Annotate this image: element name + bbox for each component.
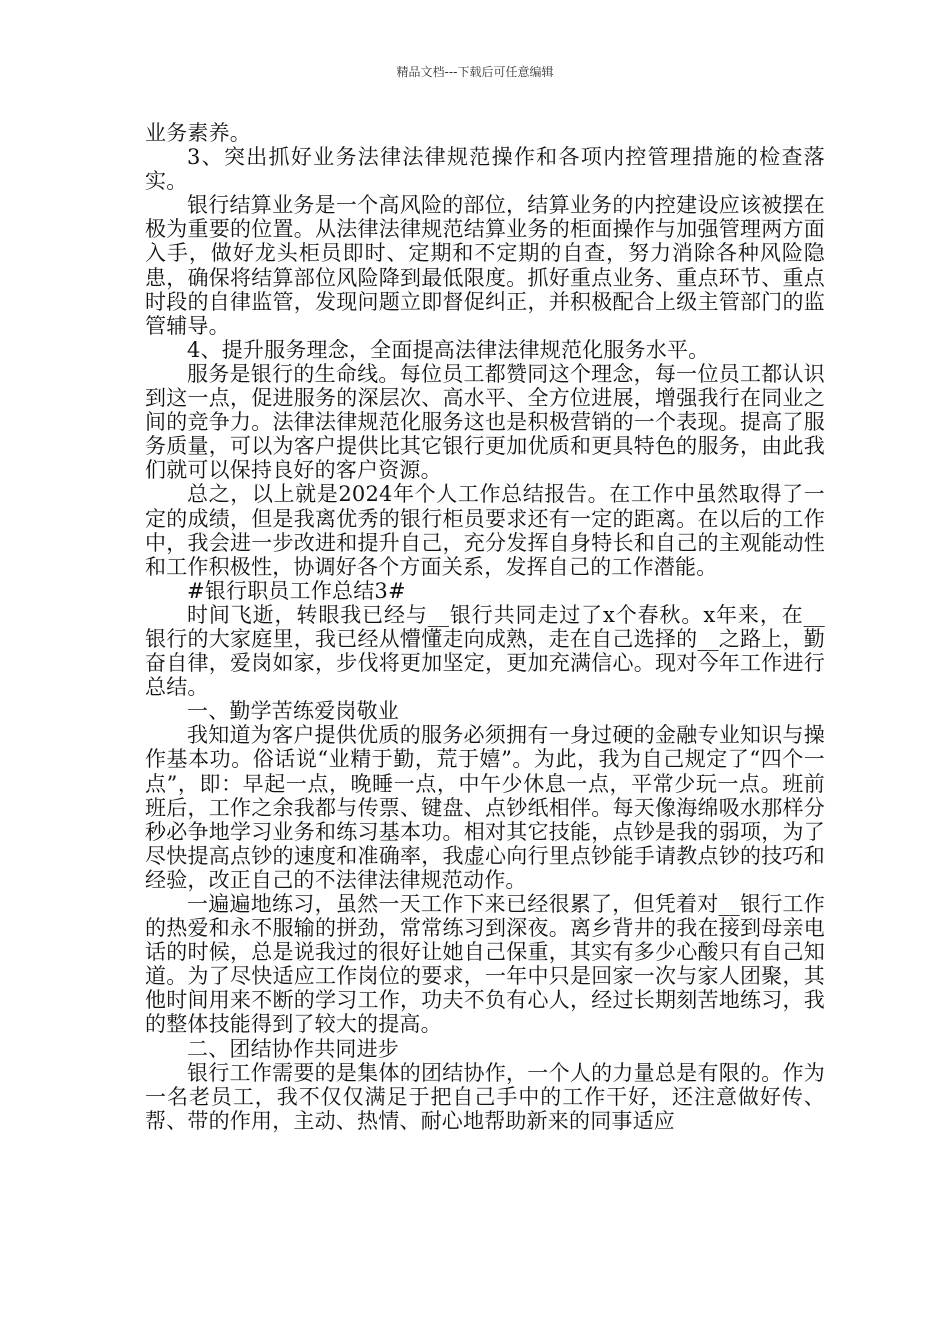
- paragraph: 二、团结协作共同进步: [187, 1036, 399, 1061]
- paragraph: 我知道为客户提供优质的服务必须拥有一身过硬的金融专业知识与操作基本功。俗话说“业精于勤，荒于嬉”。为此，我为自己规定了“四个一点”，即：早起一点，晚睡一点，中午少休息一点，平常少玩一点。班前班后，工作之余我都与传票、键盘、点钞纸相伴。每天像海绵吸水那样分秒必争地学习业务和练习基本功。相对其它技能，点钞是我的弱项，为了尽快提高点钞的速度和准确率，我虚心向行里点钞能手请教点钞的技巧和经验，改正自己的不法律法律规范动作。: [145, 723, 825, 892]
- paragraph: 时间飞逝，转眼我已经与__银行共同走过了x个春秋。x年来，在__银行的大家庭里，我已经从懵懂走向成熟，走在自己选择的__之路上，勤奋自律，爱岗如家，步伐将更加坚定，更加充满信心。现对今年工作进行总结。: [145, 602, 825, 700]
- paragraph: 一、勤学苦练爱岗敬业: [187, 699, 399, 724]
- paragraph: 总之，以上就是2024年个人工作总结报告。在工作中虽然取得了一定的成绩，但是我离优秀的银行柜员要求还有一定的距离。在以后的工作中，我会进一步改进和提升自己，充分发挥自身特长和自己的主观能动性和工作积极性，协调好各个方面关系，发挥自己的工作潜能。: [145, 482, 825, 579]
- paragraph: #银行职员工作总结3#: [187, 578, 406, 603]
- paragraph: 银行结算业务是一个高风险的部位，结算业务的内控建设应该被摆在极为重要的位置。从法律法律规范结算业务的柜面操作与加强管理两方面入手，做好龙头柜员即时、定期和不定期的自查，努力消除各种风险隐患，确保将结算部位风险降到最低限度。抓好重点业务、重点环节、重点时段的自律监管，发现问题立即督促纠正，并积极配合上级主管部门的监管辅导。: [145, 193, 825, 338]
- paragraph: 服务是银行的生命线。每位员工都赞同这个理念，每一位员工都认识到这一点，促进服务的深层次、高水平、全方位进展，增强我行在同业之间的竞争力。法律法律规范化服务这也是积极营销的一个表现。提高了服务质量，可以为客户提供比其它银行更加优质和更具特色的服务，由此我们就可以保持良好的客户资源。: [145, 361, 825, 483]
- paragraph: 3、突出抓好业务法律法律规范操作和各项内控管理措施的检查落实。: [145, 145, 825, 194]
- paragraph: 业务素养。: [145, 121, 251, 145]
- paragraph: 银行工作需要的是集体的团结协作，一个人的力量总是有限的。作为一名老员工，我不仅仅满足于把自己手中的工作干好，还注意做好传、帮、带的作用，主动、热情、耐心地帮助新来的同事适应: [145, 1060, 825, 1133]
- paragraph: 4、提升服务理念，全面提高法律法律规范化服务水平。: [187, 337, 710, 362]
- page-header: 精品文档---下载后可任意编辑: [396, 65, 554, 79]
- document-body: [145, 121, 825, 1133]
- paragraph: 一遍遍地练习，虽然一天工作下来已经很累了，但凭着对__银行工作的热爱和永不服输的拼劲，常常练习到深夜。离乡背井的我在接到母亲电话的时候，总是说我过的很好让她自己保重，其实有多少心酸只有自己知道。为了尽快适应工作岗位的要求，一年中只是回家一次与家人团聚，其他时间用来不断的学习工作，功夫不负有心人，经过长期刻苦地练习，我的整体技能得到了较大的提高。: [145, 892, 825, 1037]
